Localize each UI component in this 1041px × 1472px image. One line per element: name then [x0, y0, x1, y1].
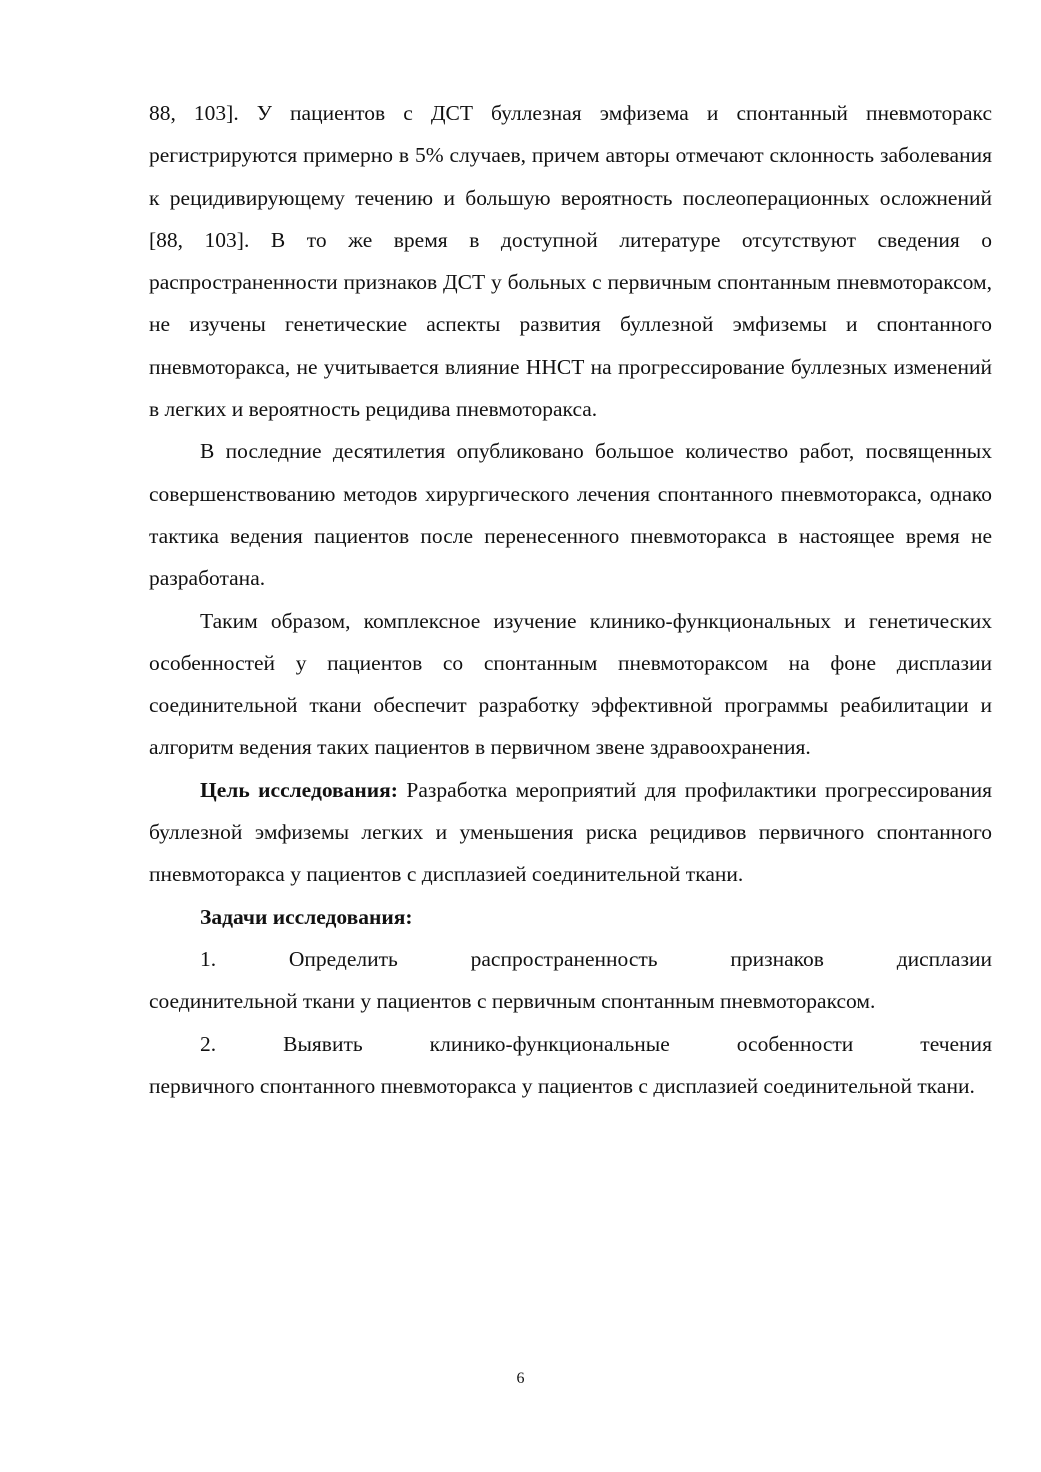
goal-text: Разработка мероприятий для профилактики прогрессирования буллезной эмфиземы легких и уменьшения риска рецидивов первичного спонтанного пневмоторакса у пациентов с дисплазией соединительной ткани. [149, 777, 992, 887]
document-body [149, 92, 992, 1107]
paragraph-bullous-emphysema: 88, 103]. У пациентов с ДСТ буллезная эмфизема и спонтанный пневмоторакс регистрируются примерно в 5% случаев, причем авторы отмечают склонность заболевания к рецидивирующему течению и большую вероятность послеоперационных осложнений [88, 103]. В то же время в доступной литературе отсутствуют сведения о распространенности признаков ДСТ у больных с первичным спонтанным пневмотораксом, не изучены генетические аспекты развития буллезной эмфиземы и спонтанного пневмоторакса, не учитывается влияние ННСТ на прогрессирование буллезных изменений в легких и вероятность рецидива пневмоторакса. [149, 101, 992, 422]
task-1-continuation: соединительной ткани у пациентов с первичным спонтанным пневмотораксом. [149, 989, 876, 1014]
task-2-word: течения [920, 1031, 992, 1056]
paragraph-surgical-methods: В последние десятилетия опубликовано большое количество работ, посвященных совершенствованию методов хирургического лечения спонтанного пневмоторакса, однако тактика ведения пациентов после перенесенного пневмоторакса в настоящее время не разработана. [149, 439, 992, 591]
task-1-word: Определить [288, 946, 398, 971]
task-1-number: 1. [200, 946, 217, 971]
task-2-first-line [149, 1023, 992, 1065]
task-2-number: 2. [200, 1031, 217, 1056]
task-item-1 [149, 938, 992, 1023]
goal-heading: Цель исследования: [200, 777, 398, 802]
task-2-continuation: первичного спонтанного пневмоторакса у пациентов с дисплазией соединительной ткани. [149, 1073, 975, 1098]
task-2-word: клинико-функциональные [429, 1031, 670, 1056]
task-2-word: Выявить [283, 1031, 363, 1056]
paragraph-conclusion: Таким образом, комплексное изучение клинико-функциональных и генетических особенностей у пациентов со спонтанным пневмотораксом на фоне дисплазии соединительной ткани обеспечит разработку эффективной программы реабилитации и алгоритм ведения таких пациентов в первичном звене здравоохранения. [149, 608, 992, 760]
task-1-word: распространенность [470, 946, 658, 971]
research-goal [149, 769, 992, 896]
task-1-word: дисплазии [896, 946, 992, 971]
page-number: 6 [516, 1370, 525, 1387]
task-item-2 [149, 1023, 992, 1108]
tasks-heading: Задачи исследования: [200, 904, 413, 929]
task-1-word: признаков [730, 946, 824, 971]
task-1-first-line [149, 938, 992, 980]
task-2-word: особенности [736, 1031, 854, 1056]
